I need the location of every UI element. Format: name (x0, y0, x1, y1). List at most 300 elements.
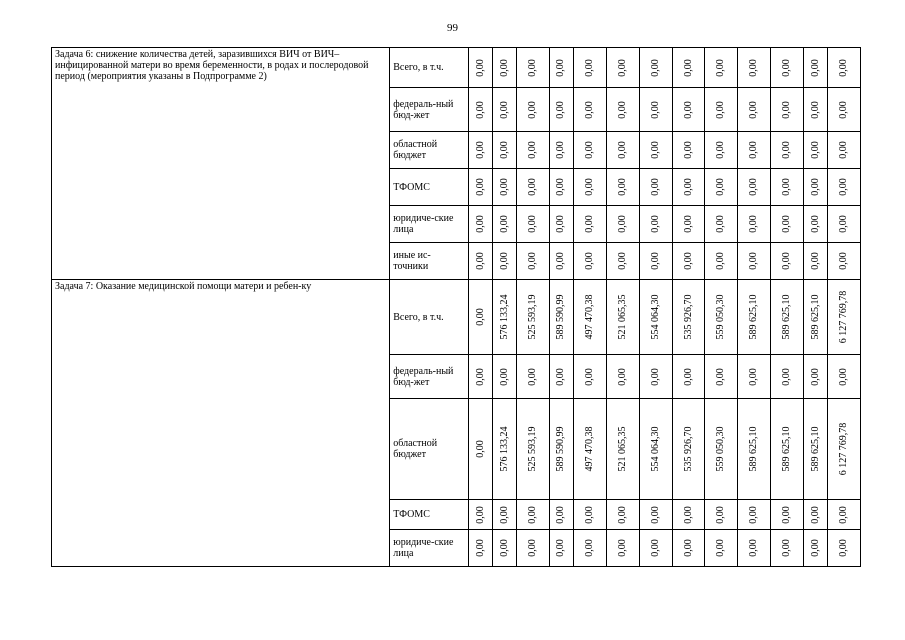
value-cell (469, 530, 493, 567)
funding-source-label: ТФОМС (390, 169, 469, 206)
value-cell (804, 243, 828, 280)
value-text: 0,00 (809, 539, 821, 557)
value-text: 0,00 (616, 367, 628, 386)
value-text: 0,00 (682, 100, 694, 119)
value-text: 0,00 (526, 141, 538, 159)
value-cell (549, 280, 573, 355)
value-cell (639, 206, 672, 243)
value-cell (639, 169, 672, 206)
value-cell (639, 500, 672, 530)
value-cell (738, 399, 771, 500)
value-text: 0,00 (748, 539, 760, 557)
value-text: 0,00 (715, 100, 727, 119)
value-cell (573, 500, 606, 530)
value-cell (771, 280, 804, 355)
value-text: 0,00 (781, 100, 793, 119)
value-text: 0,00 (809, 367, 821, 386)
value-text: 589 590,99 (555, 426, 567, 472)
value-cell (493, 530, 517, 567)
value-cell (549, 399, 573, 500)
value-text: 0,00 (649, 505, 661, 524)
value-cell (672, 530, 705, 567)
value-text: 0,00 (583, 539, 595, 557)
value-text: 0,00 (682, 178, 694, 196)
value-text: 559 050,30 (715, 426, 727, 472)
value-cell (549, 48, 573, 88)
value-text: 525 593,19 (526, 294, 538, 340)
value-text: 0,00 (715, 58, 727, 77)
value-cell (738, 48, 771, 88)
value-cell (828, 169, 861, 206)
value-text: 0,00 (682, 141, 694, 159)
value-cell (639, 280, 672, 355)
value-text: 0,00 (526, 505, 538, 524)
value-text: 554 064,30 (649, 426, 661, 472)
value-text: 0,00 (555, 141, 567, 159)
value-text: 0,00 (616, 252, 628, 270)
value-cell (672, 88, 705, 132)
value-text: 0,00 (748, 367, 760, 386)
value-text: 0,00 (781, 505, 793, 524)
value-text: 0,00 (498, 367, 510, 386)
value-cell (672, 355, 705, 399)
value-text: 0,00 (748, 178, 760, 196)
value-cell (517, 530, 550, 567)
value-cell (493, 88, 517, 132)
value-cell (705, 530, 738, 567)
value-text: 0,00 (809, 505, 821, 524)
value-cell (705, 132, 738, 169)
value-text: 0,00 (809, 58, 821, 77)
value-text: 0,00 (474, 141, 486, 159)
value-text: 521 065,35 (616, 294, 628, 340)
value-cell (738, 355, 771, 399)
value-text: 0,00 (555, 367, 567, 386)
value-cell (828, 132, 861, 169)
value-text: 497 470,38 (583, 426, 595, 472)
value-cell (549, 88, 573, 132)
value-cell (738, 88, 771, 132)
value-cell (771, 88, 804, 132)
value-cell (639, 530, 672, 567)
value-cell (517, 48, 550, 88)
funding-table (51, 47, 905, 567)
value-text: 0,00 (649, 58, 661, 77)
value-text: 0,00 (838, 252, 850, 270)
value-cell (493, 169, 517, 206)
value-text: 525 593,19 (526, 426, 538, 472)
value-cell (804, 500, 828, 530)
value-cell (493, 48, 517, 88)
value-text: 559 050,30 (715, 294, 727, 340)
value-cell (804, 530, 828, 567)
value-text: 0,00 (526, 178, 538, 196)
value-text: 0,00 (748, 58, 760, 77)
value-text: 0,00 (682, 367, 694, 386)
value-text: 0,00 (682, 252, 694, 270)
value-cell (639, 355, 672, 399)
value-cell (738, 169, 771, 206)
value-cell (828, 530, 861, 567)
value-text: 0,00 (583, 100, 595, 119)
value-cell (469, 206, 493, 243)
value-cell (639, 132, 672, 169)
value-text: 0,00 (781, 58, 793, 77)
value-cell (469, 88, 493, 132)
value-cell (606, 355, 639, 399)
value-cell (573, 48, 606, 88)
value-cell (738, 206, 771, 243)
value-text: 0,00 (748, 215, 760, 233)
value-text: 0,00 (649, 215, 661, 233)
value-text: 0,00 (682, 58, 694, 77)
value-text: 0,00 (715, 505, 727, 524)
value-text: 0,00 (498, 539, 510, 557)
value-cell (573, 206, 606, 243)
value-cell (469, 500, 493, 530)
value-cell (493, 243, 517, 280)
value-cell (828, 243, 861, 280)
funding-source-label: Всего, в т.ч. (390, 280, 469, 355)
value-cell (771, 206, 804, 243)
value-cell (606, 132, 639, 169)
value-cell (672, 500, 705, 530)
value-cell (705, 280, 738, 355)
value-text: 535 926,70 (682, 426, 694, 472)
value-cell (493, 206, 517, 243)
value-text: 0,00 (583, 505, 595, 524)
value-text: 0,00 (838, 539, 850, 557)
value-cell (573, 530, 606, 567)
value-text: 589 625,10 (809, 426, 821, 472)
funding-source-label: юридиче-ские лица (390, 206, 469, 243)
value-text: 0,00 (715, 178, 727, 196)
value-text: 0,00 (555, 178, 567, 196)
value-text: 0,00 (526, 215, 538, 233)
value-text: 0,00 (809, 178, 821, 196)
value-cell (828, 399, 861, 500)
value-cell (517, 355, 550, 399)
value-text: 0,00 (748, 141, 760, 159)
value-cell (771, 530, 804, 567)
value-cell (606, 280, 639, 355)
value-text: 0,00 (838, 367, 850, 386)
value-cell (549, 355, 573, 399)
value-cell (672, 243, 705, 280)
value-text: 0,00 (526, 539, 538, 557)
value-cell (469, 243, 493, 280)
value-cell (606, 399, 639, 500)
value-cell (573, 280, 606, 355)
value-text: 0,00 (809, 100, 821, 119)
value-text: 554 064,30 (649, 294, 661, 340)
value-cell (672, 48, 705, 88)
value-cell (672, 169, 705, 206)
value-text: 0,00 (526, 367, 538, 386)
value-text: 0,00 (715, 367, 727, 386)
value-text: 0,00 (474, 505, 486, 524)
value-text: 0,00 (649, 141, 661, 159)
value-text: 0,00 (498, 100, 510, 119)
value-cell (705, 206, 738, 243)
value-text: 0,00 (526, 252, 538, 270)
value-cell (573, 132, 606, 169)
value-cell (549, 206, 573, 243)
value-cell (606, 530, 639, 567)
value-text: 0,00 (474, 252, 486, 270)
value-text: 589 625,10 (748, 294, 760, 340)
value-cell (828, 500, 861, 530)
value-cell (469, 132, 493, 169)
value-text: 0,00 (498, 58, 510, 77)
value-text: 0,00 (474, 308, 486, 326)
value-cell (705, 88, 738, 132)
value-cell (804, 132, 828, 169)
value-cell (639, 399, 672, 500)
value-text: 0,00 (715, 141, 727, 159)
value-text: 0,00 (682, 215, 694, 233)
value-cell (804, 48, 828, 88)
value-text: 6 127 769,78 (838, 290, 850, 344)
value-cell (804, 88, 828, 132)
value-cell (705, 169, 738, 206)
value-cell (828, 48, 861, 88)
value-cell (549, 169, 573, 206)
value-text: 0,00 (748, 252, 760, 270)
value-cell (573, 399, 606, 500)
value-text: 0,00 (649, 178, 661, 196)
value-cell (517, 169, 550, 206)
value-cell (517, 88, 550, 132)
value-text: 0,00 (474, 440, 486, 458)
value-text: 0,00 (781, 539, 793, 557)
value-cell (469, 48, 493, 88)
value-text: 497 470,38 (583, 294, 595, 340)
value-cell (517, 132, 550, 169)
value-text: 0,00 (649, 252, 661, 270)
value-cell (606, 169, 639, 206)
value-cell (672, 206, 705, 243)
value-cell (738, 530, 771, 567)
value-cell (549, 243, 573, 280)
value-text: 0,00 (526, 100, 538, 119)
value-cell (517, 243, 550, 280)
task-title: Задача 7: Оказание медицинской помощи матери и ребен-ку (52, 280, 390, 567)
value-text: 0,00 (474, 178, 486, 196)
value-text: 589 590,99 (555, 294, 567, 340)
value-cell (705, 355, 738, 399)
value-text: 0,00 (682, 539, 694, 557)
value-text: 0,00 (838, 178, 850, 196)
funding-source-label: федераль-ный бюд-жет (390, 88, 469, 132)
value-text: 0,00 (682, 505, 694, 524)
value-cell (705, 500, 738, 530)
value-cell (517, 280, 550, 355)
funding-source-label: Всего, в т.ч. (390, 48, 469, 88)
value-text: 0,00 (474, 100, 486, 119)
value-text: 576 133,24 (498, 426, 510, 472)
value-text: 0,00 (649, 367, 661, 386)
value-text: 0,00 (583, 141, 595, 159)
value-cell (828, 88, 861, 132)
value-text: 521 065,35 (616, 426, 628, 472)
value-text: 0,00 (715, 215, 727, 233)
value-text: 0,00 (809, 141, 821, 159)
table-row (52, 48, 905, 88)
value-cell (549, 500, 573, 530)
value-text: 535 926,70 (682, 294, 694, 340)
value-text: 0,00 (555, 58, 567, 77)
value-text: 0,00 (555, 505, 567, 524)
value-cell (672, 399, 705, 500)
value-text: 0,00 (474, 539, 486, 557)
value-cell (672, 132, 705, 169)
value-cell (517, 500, 550, 530)
value-text: 0,00 (555, 252, 567, 270)
value-text: 589 625,10 (781, 426, 793, 472)
value-cell (738, 132, 771, 169)
value-cell (804, 280, 828, 355)
value-cell (738, 243, 771, 280)
value-text: 6 127 769,78 (838, 422, 850, 476)
value-cell (493, 500, 517, 530)
value-cell (738, 280, 771, 355)
value-text: 0,00 (748, 100, 760, 119)
value-text: 0,00 (748, 505, 760, 524)
value-text: 0,00 (781, 141, 793, 159)
funding-source-label: ТФОМС (390, 500, 469, 530)
value-cell (549, 530, 573, 567)
value-text: 0,00 (583, 178, 595, 196)
value-text: 0,00 (838, 505, 850, 524)
value-text: 576 133,24 (498, 294, 510, 340)
value-text: 589 625,10 (781, 294, 793, 340)
value-text: 0,00 (616, 505, 628, 524)
value-text: 0,00 (583, 58, 595, 77)
value-text: 0,00 (498, 215, 510, 233)
value-text: 0,00 (616, 539, 628, 557)
value-text: 0,00 (616, 215, 628, 233)
value-cell (573, 243, 606, 280)
value-text: 0,00 (474, 367, 486, 386)
value-cell (517, 399, 550, 500)
value-cell (606, 206, 639, 243)
value-cell (804, 399, 828, 500)
value-text: 0,00 (809, 252, 821, 270)
value-cell (771, 132, 804, 169)
value-text: 0,00 (781, 178, 793, 196)
value-cell (672, 280, 705, 355)
value-cell (828, 355, 861, 399)
value-cell (804, 169, 828, 206)
value-cell (493, 355, 517, 399)
funding-source-label: федераль-ный бюд-жет (390, 355, 469, 399)
value-cell (804, 355, 828, 399)
funding-source-label: областной бюджет (390, 132, 469, 169)
value-cell (606, 88, 639, 132)
value-text: 0,00 (555, 100, 567, 119)
value-cell (469, 399, 493, 500)
value-text: 0,00 (781, 215, 793, 233)
value-text: 0,00 (498, 252, 510, 270)
value-text: 0,00 (616, 141, 628, 159)
value-text: 0,00 (715, 539, 727, 557)
value-cell (771, 48, 804, 88)
value-cell (771, 169, 804, 206)
value-cell (639, 48, 672, 88)
value-text: 0,00 (838, 58, 850, 77)
value-text: 589 625,10 (809, 294, 821, 340)
value-text: 0,00 (649, 539, 661, 557)
value-cell (606, 48, 639, 88)
value-cell (771, 243, 804, 280)
value-text: 0,00 (781, 252, 793, 270)
value-text: 0,00 (583, 367, 595, 386)
value-text: 0,00 (474, 58, 486, 77)
value-text: 0,00 (498, 505, 510, 524)
value-cell (705, 48, 738, 88)
value-text: 0,00 (616, 100, 628, 119)
value-cell (549, 132, 573, 169)
value-cell (705, 399, 738, 500)
value-cell (606, 500, 639, 530)
value-text: 0,00 (583, 215, 595, 233)
value-text: 589 625,10 (748, 426, 760, 472)
value-text: 0,00 (838, 100, 850, 119)
value-cell (771, 399, 804, 500)
value-cell (469, 355, 493, 399)
value-text: 0,00 (555, 215, 567, 233)
value-cell (469, 169, 493, 206)
value-text: 0,00 (838, 215, 850, 233)
value-text: 0,00 (715, 252, 727, 270)
value-text: 0,00 (498, 178, 510, 196)
value-text: 0,00 (616, 178, 628, 196)
value-cell (639, 243, 672, 280)
value-cell (828, 206, 861, 243)
value-text: 0,00 (555, 539, 567, 557)
value-cell (493, 399, 517, 500)
funding-source-label: областной бюджет (390, 399, 469, 500)
value-cell (828, 280, 861, 355)
value-cell (771, 500, 804, 530)
value-text: 0,00 (498, 141, 510, 159)
value-cell (771, 355, 804, 399)
value-cell (606, 243, 639, 280)
value-cell (573, 355, 606, 399)
value-text: 0,00 (649, 100, 661, 119)
value-text: 0,00 (809, 215, 821, 233)
value-text: 0,00 (781, 367, 793, 386)
value-cell (573, 88, 606, 132)
value-text: 0,00 (583, 252, 595, 270)
value-cell (469, 280, 493, 355)
value-text: 0,00 (838, 141, 850, 159)
value-text: 0,00 (474, 215, 486, 233)
funding-source-label: иные ис-точники (390, 243, 469, 280)
value-cell (573, 169, 606, 206)
page-number: 99 (447, 22, 458, 34)
task-title: Задача 6: снижение количества детей, заразившихся ВИЧ от ВИЧ–инфицированной матери во время беременности, в родах и послеродовой период (мероприятия указаны в Подпрограмме 2) (52, 48, 390, 280)
value-cell (804, 206, 828, 243)
value-cell (493, 132, 517, 169)
funding-source-label: юридиче-ские лица (390, 530, 469, 567)
value-text: 0,00 (616, 58, 628, 77)
value-cell (639, 88, 672, 132)
value-cell (738, 500, 771, 530)
value-cell (493, 280, 517, 355)
value-cell (517, 206, 550, 243)
